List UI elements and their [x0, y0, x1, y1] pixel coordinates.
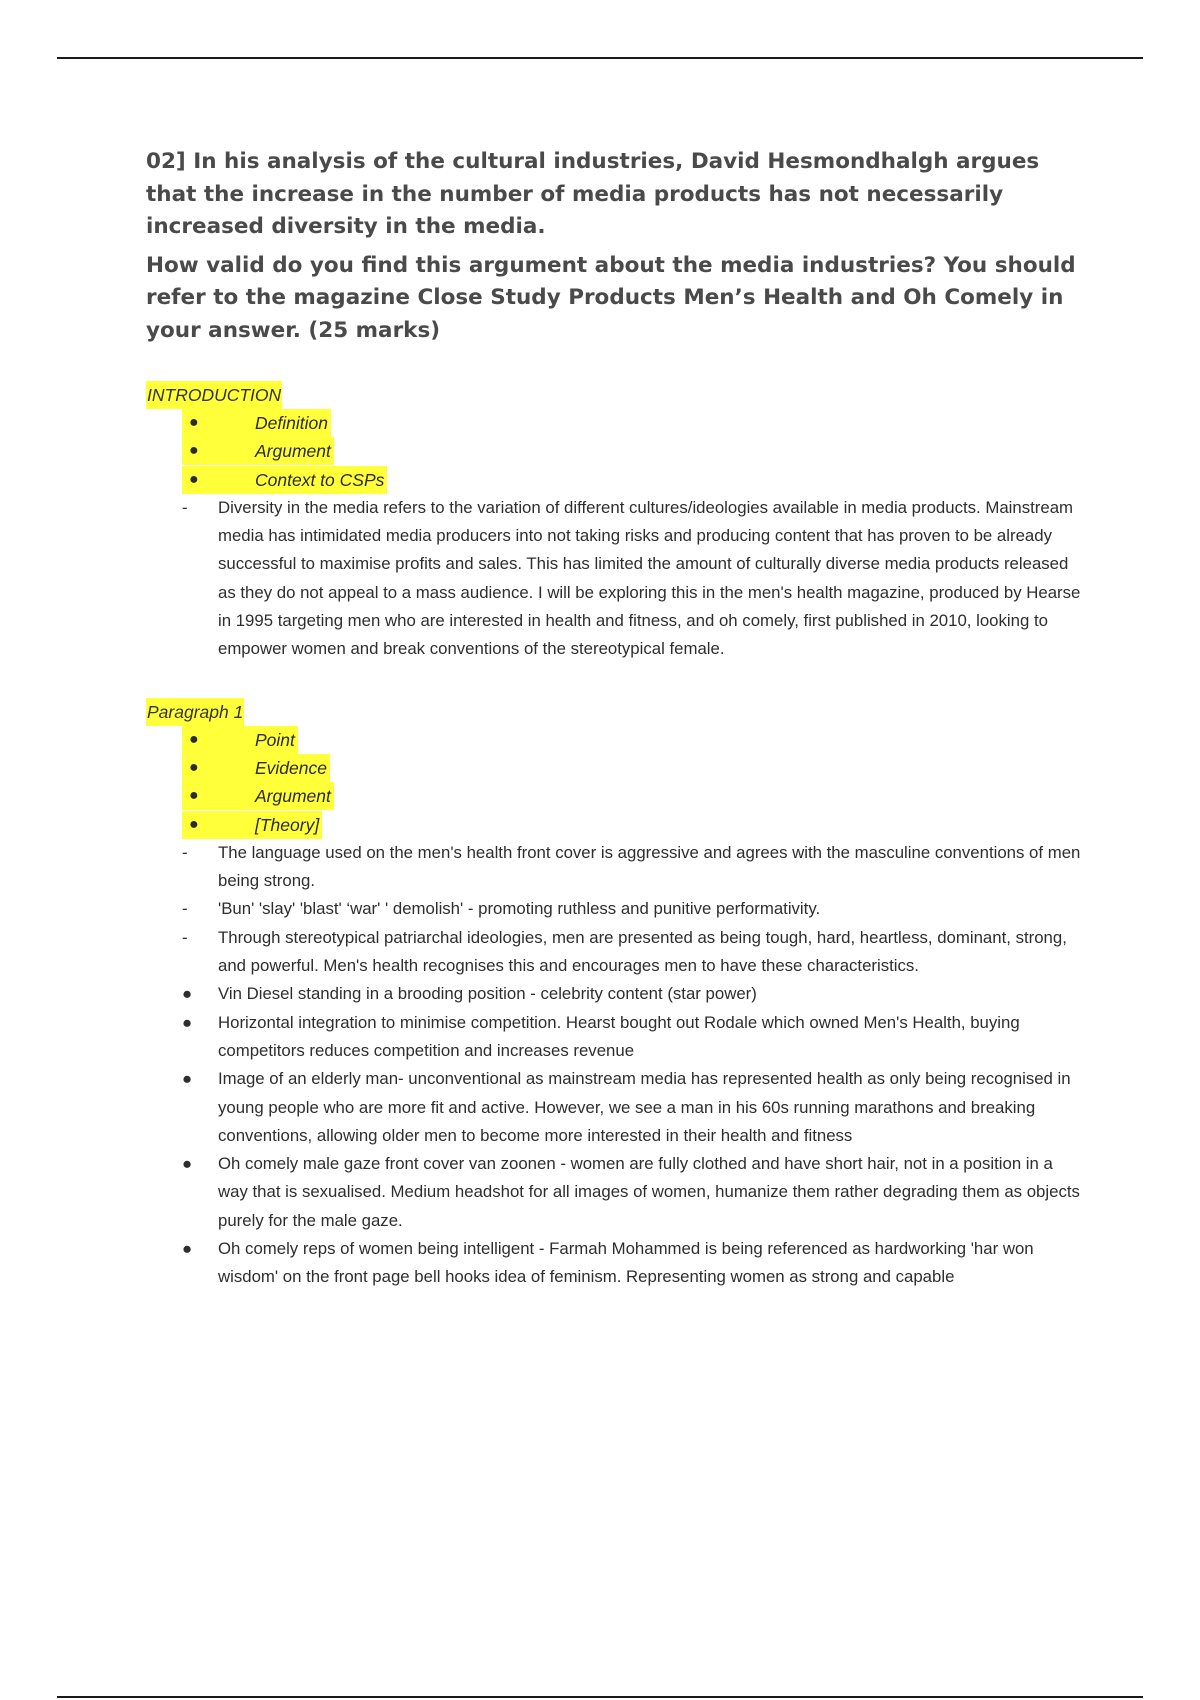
introduction-section [146, 381, 1086, 664]
bullet-marker: ● [182, 1154, 193, 1174]
plan-item [146, 726, 1086, 754]
bullet-marker: ● [182, 409, 255, 437]
question-part-2: How valid do you find this argument about the media industries? You should refer to the magazine Close Study Products Men’s Health and Oh Comely in your answer. (25 marks) [146, 252, 1076, 343]
bullet-marker: ● [182, 1012, 193, 1032]
introduction-heading: INTRODUCTION [146, 381, 282, 409]
note-text: Diversity in the media refers to the variation of different cultures/ideologies available in media products. Mainstream media has intimidated media producers into not taking risks and producing content that has proven to be already successful to maximise profits and sales. This has limited the amount of culturally diverse media products released as they do not appeal to a mass audience. I will be exploring this in the men's health magazine, produced by Hearse in 1995 targeting men who are interested in health and fitness, and oh comely, first published in 2010, looking to empower women and break conventions of the stereotypical female. [218, 497, 1081, 659]
plan-item-label: Argument [255, 437, 334, 465]
introduction-notes [146, 494, 1086, 664]
list-item [146, 1009, 1086, 1066]
plan-item-label: Argument [255, 782, 334, 810]
bullet-marker: ● [182, 726, 255, 754]
plan-item [146, 437, 1086, 465]
note-text: Image of an elderly man- unconventional as mainstream media has represented health as only being recognised in young people who are more fit and active. However, we see a man in his 60s running marathons and breaking conventions, allowing older men to become more interested in their health and fitness [218, 1069, 1071, 1145]
plan-item [146, 782, 1086, 810]
plan-item [146, 811, 1086, 839]
paragraph-1-heading: Paragraph 1 [146, 698, 244, 726]
note-text: Vin Diesel standing in a brooding position - celebrity content (star power) [218, 984, 757, 1004]
plan-item-label: Point [255, 726, 298, 754]
bullet-marker: ● [182, 782, 255, 810]
list-item [146, 1065, 1086, 1150]
paragraph-1-section [146, 698, 1086, 1292]
bullet-marker: ● [182, 437, 255, 465]
dash-marker: - [182, 842, 188, 862]
plan-item-label: [Theory] [255, 811, 322, 839]
note-text: Oh comely male gaze front cover van zoonen - women are fully clothed and have short hair, not in a position in a way that is sexualised. Medium headshot for all images of women, humanize them rather degrading them as objects purely for the male gaze. [218, 1154, 1080, 1230]
paragraph-1-plan-list [146, 726, 1086, 839]
note-text: Horizontal integration to minimise competition. Hearst bought out Rodale which owned Men's Health, buying competitors reduces competition and increases revenue [218, 1012, 1020, 1060]
bullet-marker: ● [182, 1069, 193, 1089]
bullet-marker: ● [182, 811, 255, 839]
list-item [146, 980, 1086, 1008]
bullet-marker: ● [182, 984, 193, 1004]
dash-marker: - [182, 497, 188, 517]
introduction-plan-list [146, 409, 1086, 494]
bullet-marker: ● [182, 1239, 193, 1259]
note-text: The language used on the men's health front cover is aggressive and agrees with the masculine conventions of men being strong. [218, 842, 1081, 891]
list-item [146, 1150, 1086, 1235]
plan-item [146, 409, 1086, 437]
document-body [146, 146, 1086, 1292]
dash-marker: - [182, 927, 188, 947]
list-item [146, 839, 1086, 896]
plan-item [146, 466, 1086, 494]
bullet-marker: ● [182, 466, 255, 494]
note-text: 'Bun' 'slay' 'blast' ‘war' ' demolish' - promoting ruthless and punitive performativity. [218, 899, 821, 919]
plan-item-label: Context to CSPs [255, 466, 387, 494]
paragraph-1-bullet-notes [146, 980, 1086, 1291]
list-item [146, 1235, 1086, 1292]
paragraph-1-dash-notes [146, 839, 1086, 980]
list-item [146, 895, 1086, 923]
bullet-marker: ● [182, 754, 255, 782]
question-part-1: 02] In his analysis of the cultural industries, David Hesmondhalgh argues that the increase in the number of media products has not necessarily increased diversity in the media. [146, 149, 1040, 239]
bottom-rule [57, 1696, 1143, 1698]
top-rule [57, 57, 1143, 59]
note-text: Through stereotypical patriarchal ideologies, men are presented as being tough, hard, heartless, dominant, strong, and powerful. Men's health recognises this and encourages men to have these characteristics. [218, 927, 1067, 976]
list-item [146, 924, 1086, 981]
note-text: Oh comely reps of women being intelligent - Farmah Mohammed is being referenced as hardworking 'har won wisdom' on the front page bell hooks idea of feminism. Representing women as strong and capable [218, 1239, 1034, 1287]
plan-item-label: Evidence [255, 754, 330, 782]
plan-item [146, 754, 1086, 782]
dash-marker: - [182, 899, 188, 919]
plan-item-label: Definition [255, 409, 331, 437]
list-item [146, 494, 1086, 664]
